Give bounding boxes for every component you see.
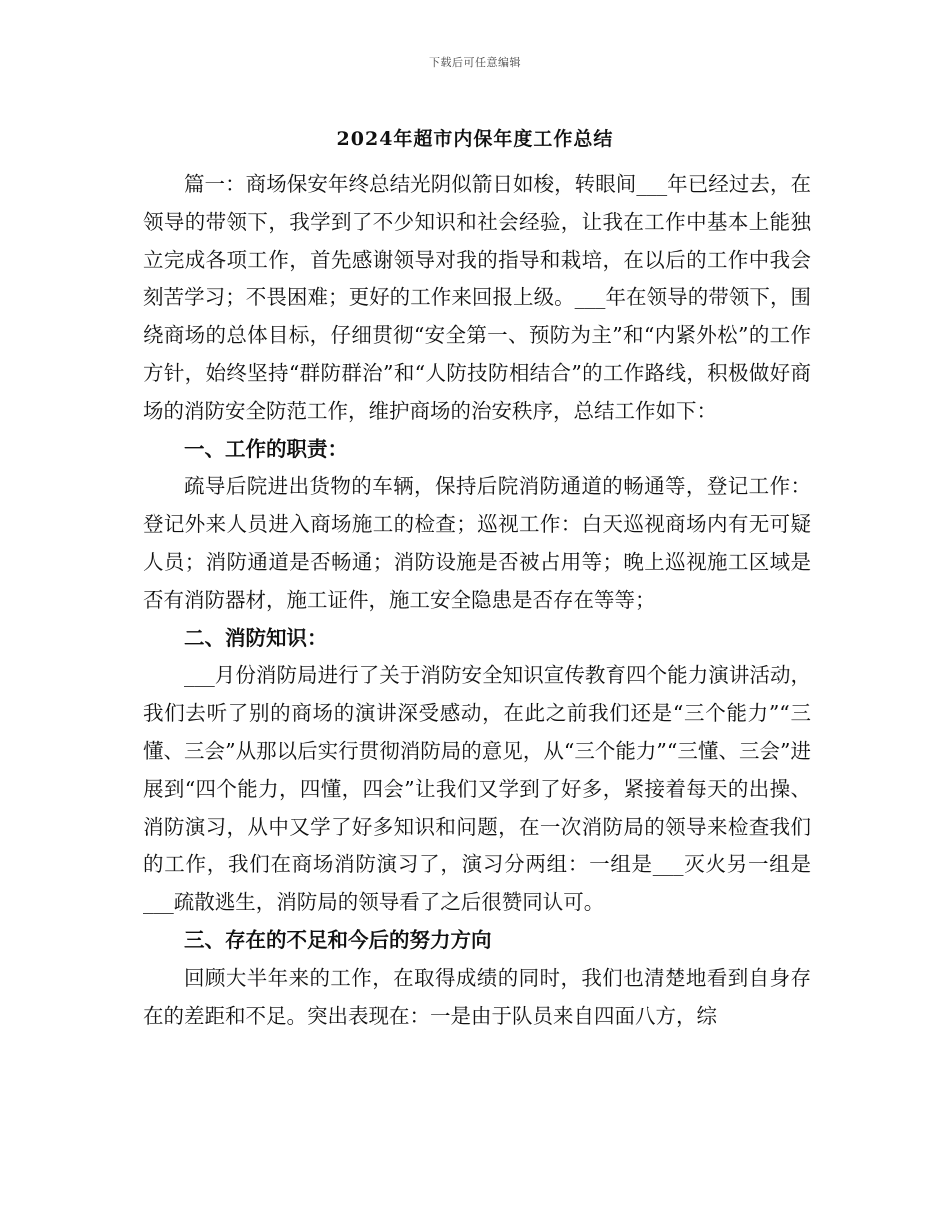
shortcomings-paragraph: 回顾大半年来的工作，在取得成绩的同时，我们也清楚地看到自身存在的差距和不足。突出表现在：一是由于队员来自四面八方，综 <box>143 965 811 1028</box>
document-body <box>143 166 811 1035</box>
duties-paragraph: 疏导后院进出货物的车辆，保持后院消防通道的畅通等，登记工作：登记外来人员进入商场施工的检查；巡视工作：白天巡视商场内有无可疑人员；消防通道是否畅通；消防设施是否被占用等；晚上巡视施工区域是否有消防器材，施工证件，施工安全隐患是否存在等等； <box>143 474 811 612</box>
section-heading-shortcomings: 三、存在的不足和今后的努力方向 <box>184 927 492 952</box>
section-heading-duties: 一、工作的职责： <box>184 436 348 461</box>
header-note: 下载后可任意编辑 <box>429 56 521 69</box>
intro-paragraph: 篇一：商场保安年终总结光阴似箭日如梭，转眼间___年已经过去，在领导的带领下，我学到了不少知识和社会经验，让我在工作中基本上能独立完成各项工作，首先感谢领导对我的指导和栽培，在以后的工作中我会刻苦学习；不畏困难；更好的工作来回报上级。___年在领导的带领下，围绕商场的总体目标，仔细贯彻“安全第一、预防为主”和“内紧外松”的工作方针，始终坚持“群防群治”和“人防技防相结合”的工作路线，积极做好商场的消防安全防范工作，维护商场的治安秩序，总结工作如下： <box>143 172 811 423</box>
fire-knowledge-paragraph: ___月份消防局进行了关于消防安全知识宣传教育四个能力演讲活动，我们去听了别的商场的演讲深受感动，在此之前我们还是“三个能力”“三懂、三会”从那以后实行贯彻消防局的意见，从“三个能力”“三懂、三会”进展到“四个能力，四懂，四会”让我们又学到了好多，紧接着每天的出操、消防演习，从中又学了好多知识和问题，在一次消防局的领导来检查我们的工作，我们在商场消防演习了，演习分两组：一组是___灭火另一组是___疏散逃生，消防局的领导看了之后很赞同认可。 <box>143 663 811 915</box>
document-title: 2024年超市内保年度工作总结 <box>336 128 614 150</box>
section-heading-fire-knowledge: 二、消防知识： <box>184 625 328 650</box>
